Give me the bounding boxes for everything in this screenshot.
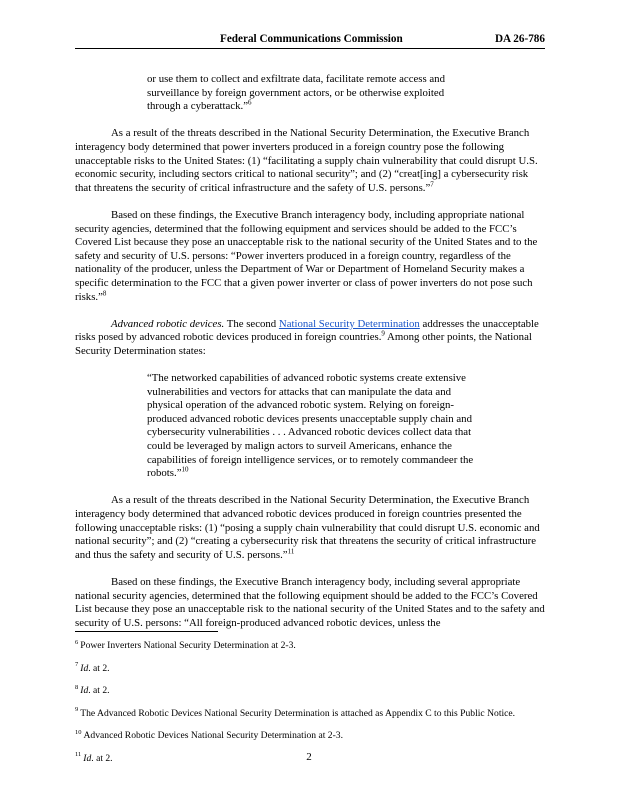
footnote-number: 7 xyxy=(75,661,79,669)
footnote-id: Id xyxy=(83,752,92,764)
national-security-determination-link[interactable]: National Security Determination xyxy=(278,317,420,330)
footnote-number: 9 xyxy=(75,706,79,714)
footnote-text: . at 2. xyxy=(91,752,113,764)
footnote xyxy=(75,730,545,742)
paragraph xyxy=(75,127,545,195)
paragraph xyxy=(75,209,545,304)
footnote-id: Id xyxy=(80,662,89,674)
paragraph-text: As a result of the threats described in the National Security Determination, the Executive Branch interagency body determined that advanced robotic devices produced in foreign countries presented the following unacceptable risks: (1) “posing a supply chain vulnerability that could disrupt U.S. economic and national security”; and (2) “creating a cybersecurity risk that threatens the security of critical infrastructure and thus the safety and security of U.S. persons.” xyxy=(75,494,540,561)
paragraph-text: addresses the unacceptable risks posed by advanced robotic devices produced in foreign countries. xyxy=(75,317,539,344)
block-quote xyxy=(75,73,467,114)
paragraph-text: Among other points, the National Security Determination states: xyxy=(75,331,532,357)
footnote xyxy=(75,685,545,697)
footnote xyxy=(75,663,545,675)
footnote-text: Power Inverters National Security Determination at 2-3. xyxy=(80,640,296,651)
header-rule xyxy=(75,48,545,49)
block-quote xyxy=(75,372,487,481)
paragraph xyxy=(75,576,545,630)
paragraph-text: As a result of the threats described in the National Security Determination, the Executive Branch interagency body determined that power inverters produced in a foreign country pose the following unacceptable risks to the United States: (1) “facilitating a supply chain vulnerability that could disrupt U.S. economic security, including sectors critical to national security”; and (2) “creat[ing] a cybersecurity risk that threatens the security of critical infrastructure and the safety of U.S. persons.” xyxy=(75,127,538,194)
footnote-ref[interactable]: 11 xyxy=(287,547,295,556)
footnote xyxy=(75,708,545,720)
footnote-ref[interactable]: 7 xyxy=(430,180,434,189)
page-number: 2 xyxy=(306,751,312,763)
paragraph-text: The second xyxy=(224,317,279,330)
footnote-number: 10 xyxy=(75,728,82,736)
footnote-number: 6 xyxy=(75,638,79,646)
footnote xyxy=(75,640,545,652)
quote-text: or use them to collect and exfiltrate data, facilitate remote access and surveillance by foreign government actors, or be otherwise exploited through a cyberattack.” xyxy=(147,73,445,113)
footnote-number: 8 xyxy=(75,683,79,691)
quote-text: “The networked capabilities of advanced robotic systems create extensive vulnerabilities and vectors for attacks that can manipulate the data and physical operation of the advanced robotic system. Relying on foreign-produced advanced robotic devices presents unacceptable supply chain and cybersecurity vulnerabilities . . . Advanced robotic devices collect data that could be leveraged by malign actors to surveil Americans, enhance the capabilities of foreign intelligence services, or to remotely commandeer the robots.” xyxy=(147,372,474,480)
footnote-text: . at 2. xyxy=(88,662,110,674)
document-body xyxy=(75,73,545,644)
footnote-id: Id xyxy=(80,685,89,696)
section-heading: Advanced robotic devices. xyxy=(111,317,225,330)
footnote-separator xyxy=(75,631,218,632)
footnote-text: The Advanced Robotic Devices National Security Determination is attached as Appendix C to this Public Notice. xyxy=(80,707,516,719)
agency-name: Federal Communications Commission xyxy=(220,33,403,45)
footnote-ref[interactable]: 6 xyxy=(248,98,252,107)
footnote-ref[interactable]: 8 xyxy=(102,288,107,297)
footnote-text: . at 2. xyxy=(88,685,110,696)
paragraph-text: Based on these findings, the Executive Branch interagency body, including appropriate national security agencies, determined that the following equipment and services should be added to the FCC’s Covered List because they pose an unacceptable risk to the national security of the United States and to the safety and security of U.S. persons: “Power inverters produced in a foreign country, regardless of the nationality of the producer, unless the Department of War or Department of Homeland Security makes a specific determination to the FCC that a given power inverter or class of power inverters do not pose such risks.” xyxy=(75,208,538,303)
footnote-ref[interactable]: 9 xyxy=(381,329,385,338)
paragraph xyxy=(75,494,545,562)
footnote-number: 11 xyxy=(75,751,82,759)
document-number: DA 26-786 xyxy=(494,33,545,45)
page-header xyxy=(75,33,545,49)
footnote-text: Advanced Robotic Devices National Security Determination at 2-3. xyxy=(83,730,343,741)
paragraph xyxy=(75,318,545,359)
paragraph-text: Based on these findings, the Executive Branch interagency body, including several appropriate national security agencies, determined that the following equipment should be added to the FCC’s Covered List because they pose an unacceptable risk to the national security of the United States and to the safety and security of U.S. persons: “All foreign-produced advanced robotic devices, unless the xyxy=(75,575,545,629)
footnote-ref[interactable]: 10 xyxy=(181,465,189,474)
